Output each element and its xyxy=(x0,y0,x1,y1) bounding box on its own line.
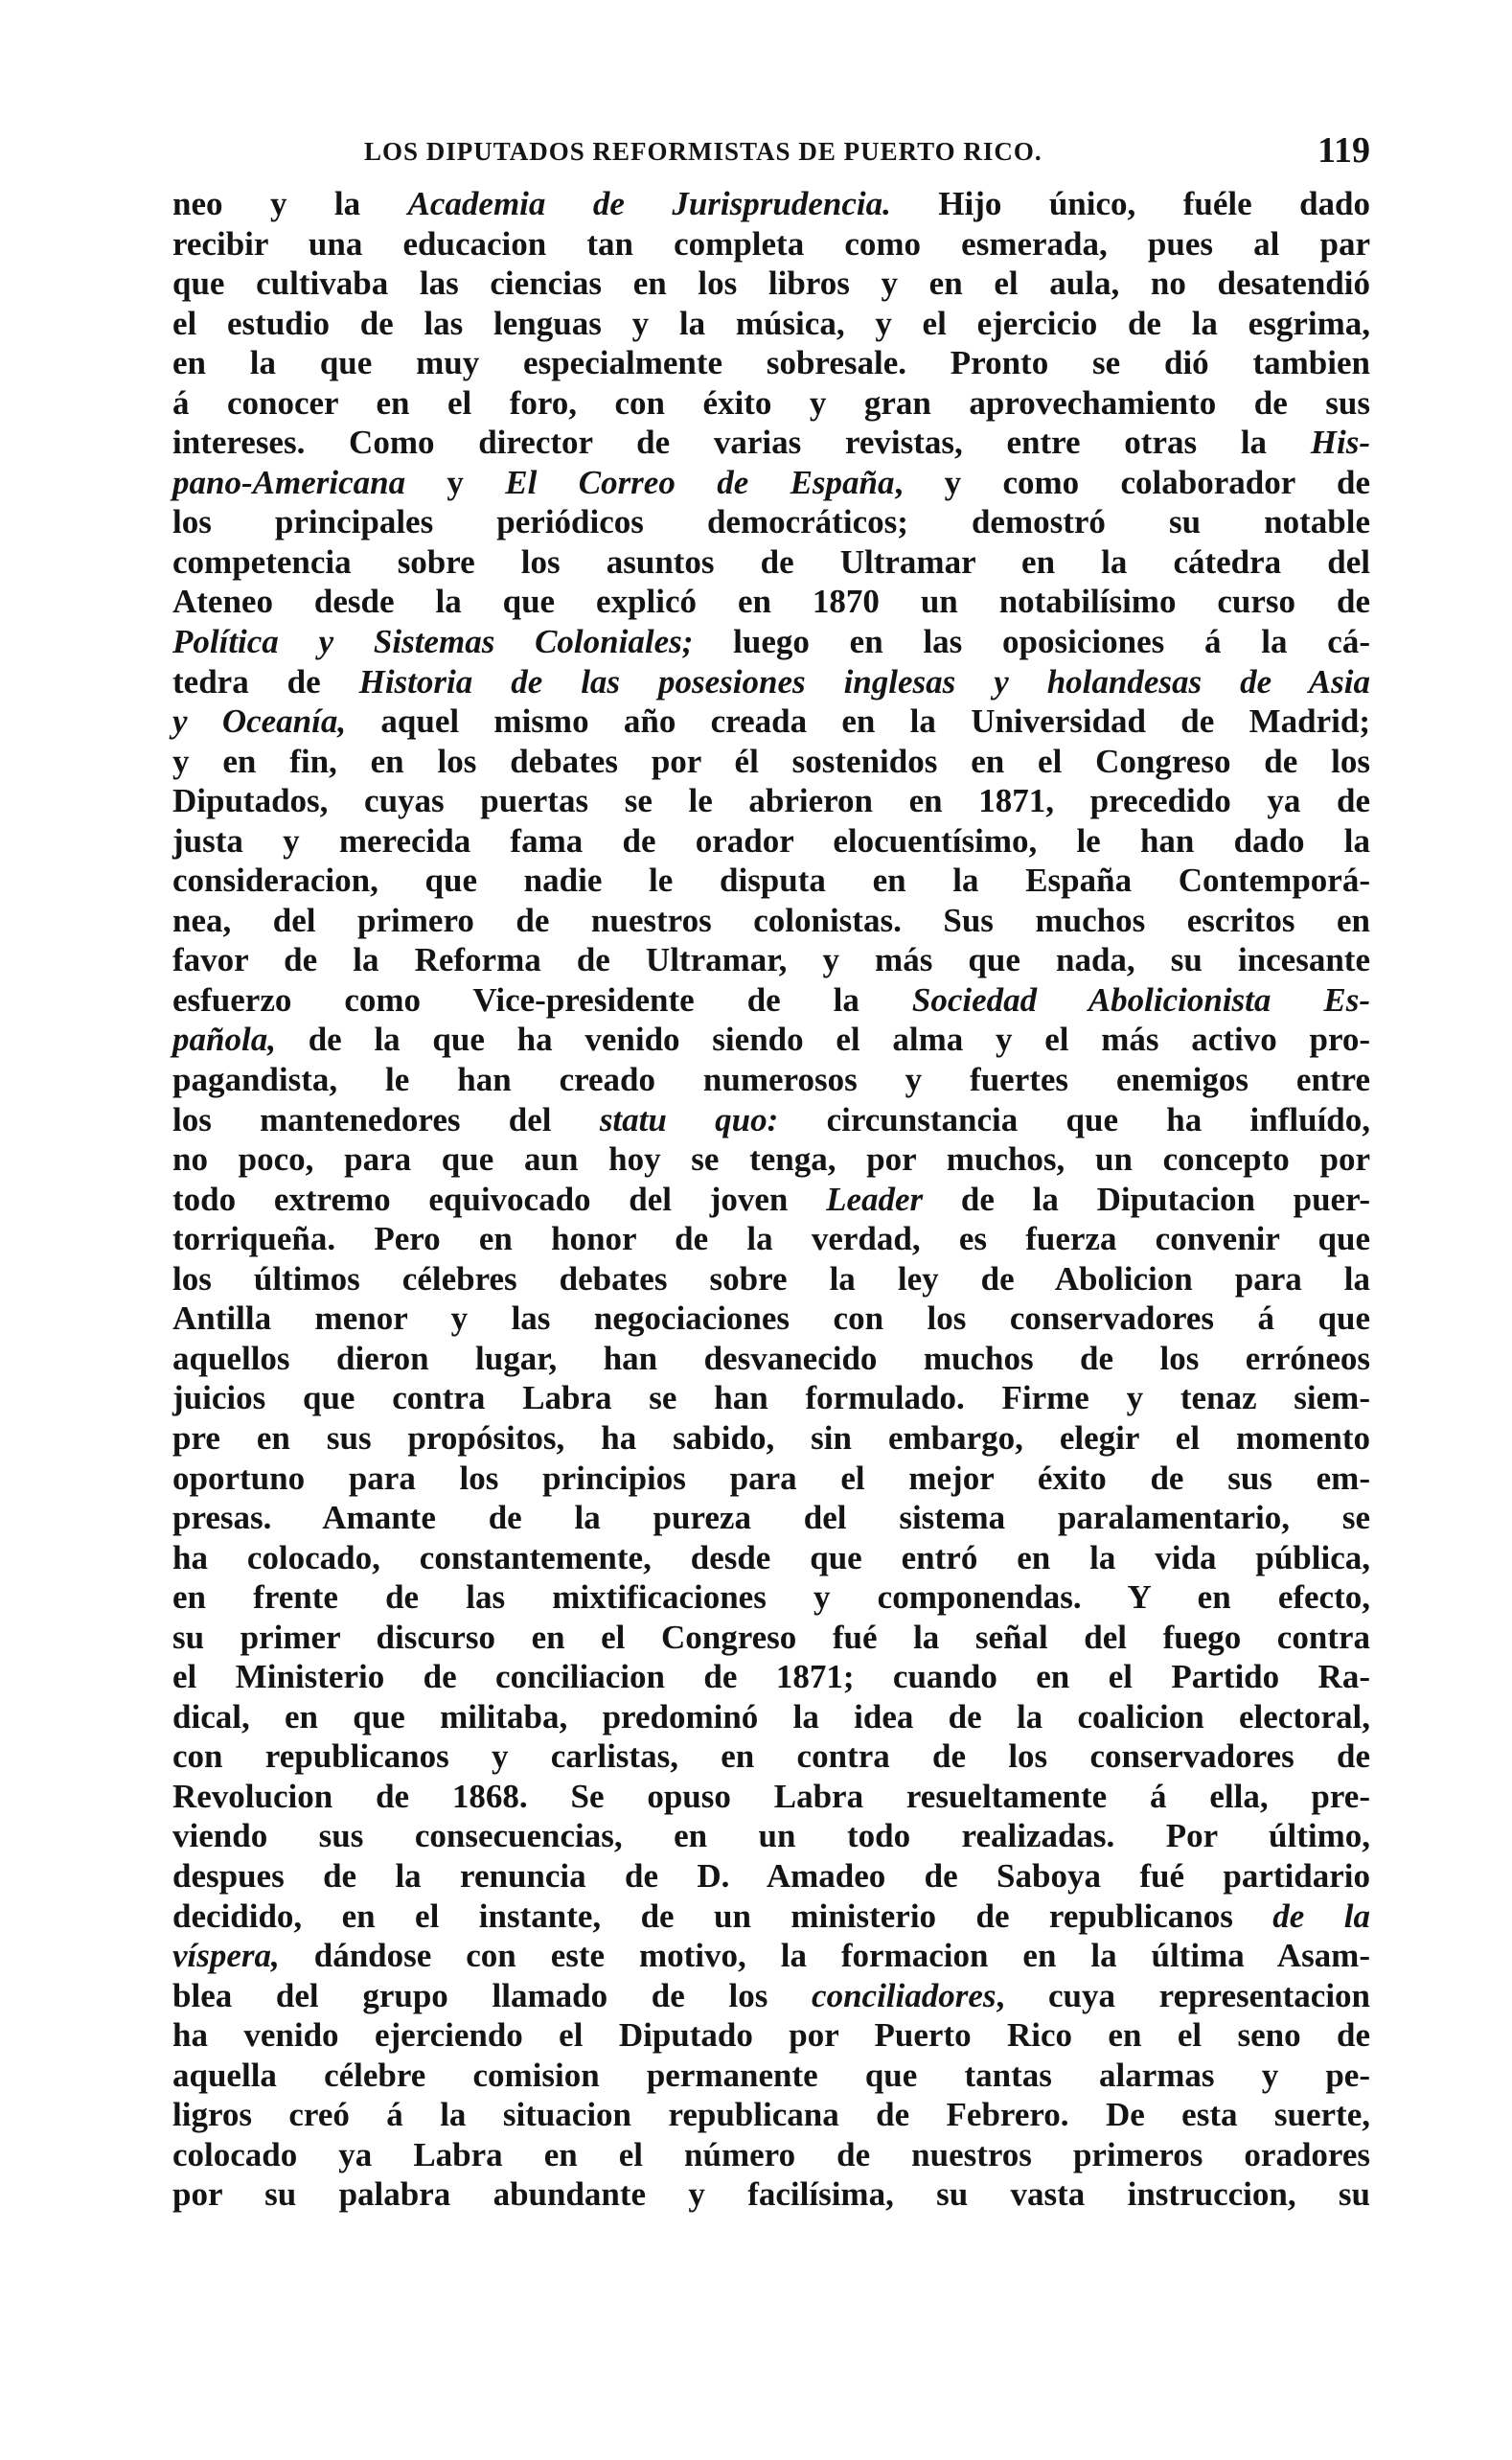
text-line: Revolucion de 1868. Se opuso Labra resueltamente á ella, pre- xyxy=(172,1777,1370,1815)
text-line: esfuerzo como Vice-presidente de la Sociedad Abolicionista Es- xyxy=(172,980,1370,1019)
text-line: justa y merecida fama de orador elocuentísimo, le han dado la xyxy=(172,821,1370,860)
text-line: Antilla menor y las negociaciones con los conservadores á que xyxy=(172,1299,1370,1338)
text-line: á conocer en el foro, con éxito y gran aprovechamiento de sus xyxy=(172,383,1370,422)
text-line: Política y Sistemas Coloniales; luego en las oposiciones á la cá- xyxy=(172,623,1370,661)
text-line: Diputados, cuyas puertas se le abrieron en 1871, precedido ya de xyxy=(172,782,1370,820)
text-line: y Oceanía, aquel mismo año creada en la Universidad de Madrid; xyxy=(172,702,1370,741)
body-text xyxy=(172,184,1370,2215)
text-line: los mantenedores del statu quo: circunstancia que ha influído, xyxy=(172,1100,1371,1138)
text-line: favor de la Reforma de Ultramar, y más que nada, su incesante xyxy=(172,941,1370,979)
text-line: por su palabra abundante y facilísima, su vasta instruccion, su xyxy=(172,2175,1370,2214)
text-line: pre en sus propósitos, ha sabido, sin embargo, elegir el momento xyxy=(172,1418,1370,1457)
text-line: pagandista, le han creado numerosos y fuertes enemigos entre xyxy=(172,1061,1370,1099)
text-line: no poco, para que aun hoy se tenga, por muchos, un concepto por xyxy=(172,1140,1370,1179)
text-line: todo extremo equivocado del joven Leader de la Diputacion puer- xyxy=(172,1180,1370,1218)
text-line: presas. Amante de la pureza del sistema paralamentario, se xyxy=(172,1499,1370,1537)
text-line: ha colocado, constantemente, desde que entró en la vida pública, xyxy=(172,1538,1370,1576)
text-line: oportuno para los principios para el mejor éxito de sus em- xyxy=(172,1459,1370,1497)
text-line: competencia sobre los asuntos de Ultramar en la cátedra del xyxy=(172,542,1370,581)
text-line: los principales periódicos democráticos; demostró su notable xyxy=(172,503,1370,541)
text-line: colocado ya Labra en el número de nuestros primeros oradores xyxy=(172,2135,1370,2173)
text-line: su primer discurso en el Congreso fué la señal del fuego contra xyxy=(172,1618,1370,1656)
text-line: decidido, en el instante, de un ministerio de republicanos de la xyxy=(172,1897,1371,1935)
text-line: consideracion, que nadie le disputa en la España Contemporá- xyxy=(172,862,1370,900)
text-line: ha venido ejerciendo el Diputado por Puerto Rico en el seno de xyxy=(172,2016,1370,2055)
text-line: en frente de las mixtificaciones y componendas. Y en efecto, xyxy=(172,1578,1370,1617)
running-head xyxy=(172,129,1370,177)
text-line: neo y la Academia de Jurisprudencia. Hijo único, fuéle dado xyxy=(172,185,1370,222)
text-line: despues de la renuncia de D. Amadeo de Saboya fué partidario xyxy=(172,1856,1370,1895)
text-line: blea del grupo llamado de los conciliadores, cuya representacion xyxy=(172,1976,1371,2014)
text-line: pano-Americana y El Correo de España, y como colaborador de xyxy=(172,463,1370,501)
text-line: aquella célebre comision permanente que tantas alarmas y pe- xyxy=(172,2056,1370,2094)
text-line: ligros creó á la situacion republicana de Febrero. De esta suerte, xyxy=(172,2096,1370,2134)
text-line: que cultivaba las ciencias en los libros y en el aula, no desatendió xyxy=(172,264,1370,303)
text-line: en la que muy especialmente sobresale. Pronto se dió tambien xyxy=(172,344,1370,382)
text-line: Ateneo desde la que explicó en 1870 un notabilísimo curso de xyxy=(172,583,1370,621)
text-line: el Ministerio de conciliacion de 1871; cuando en el Partido Ra- xyxy=(172,1658,1370,1696)
text-line: víspera, dándose con este motivo, la formacion en la última Asam- xyxy=(172,1937,1370,1975)
page-number: 119 xyxy=(1317,130,1370,171)
text-line: y en fin, en los debates por él sostenidos en el Congreso de los xyxy=(172,742,1370,780)
text-line: viendo sus consecuencias, en un todo realizadas. Por último, xyxy=(172,1817,1370,1855)
text-line: juicios que contra Labra se han formulado. Firme y tenaz siem- xyxy=(172,1379,1370,1417)
text-line: recibir una educacion tan completa como esmerada, pues al par xyxy=(172,224,1370,263)
text-line: tedra de Historia de las posesiones inglesas y holandesas de Asia xyxy=(172,662,1370,701)
text-line: pañola, de la que ha venido siendo el alma y el más activo pro- xyxy=(172,1021,1370,1059)
text-line: con republicanos y carlistas, en contra de los conservadores de xyxy=(172,1737,1370,1776)
text-line: dical, en que militaba, predominó la idea de la coalicion electoral, xyxy=(172,1697,1370,1736)
text-line: nea, del primero de nuestros colonistas. Sus muchos escritos en xyxy=(172,901,1370,939)
text-line: intereses. Como director de varias revistas, entre otras la His- xyxy=(172,424,1370,462)
text-line: el estudio de las lenguas y la música, y el ejercicio de la esgrima, xyxy=(172,304,1370,342)
text-line: torriqueña. Pero en honor de la verdad, es fuerza convenir que xyxy=(172,1220,1370,1258)
text-line: aquellos dieron lugar, han desvanecido muchos de los erróneos xyxy=(172,1339,1370,1377)
running-head-title: LOS DIPUTADOS REFORMISTAS DE PUERTO RICO. xyxy=(364,137,1042,166)
text-line: los últimos célebres debates sobre la ley de Abolicion para la xyxy=(172,1259,1370,1298)
